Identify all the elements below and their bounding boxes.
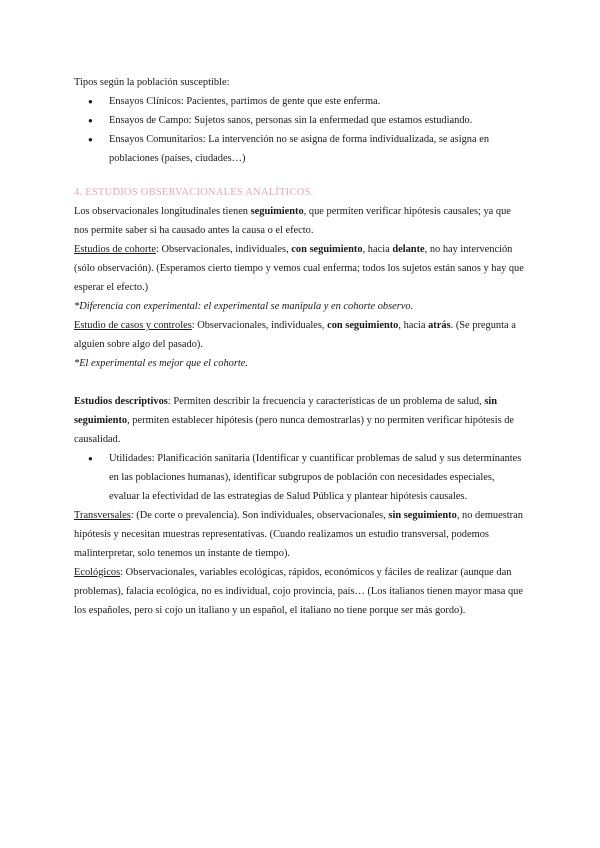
cases-paragraph [74, 316, 526, 354]
section-heading: 4. ESTUDIOS OBSERVACIONALES ANALÍTICOS. [74, 187, 314, 198]
text-run: . (Se pregunta a alguien sobre algo del pasado). [74, 320, 516, 350]
bullet-icon: ● [88, 116, 93, 125]
trial-types-list [74, 92, 526, 168]
text-run: : Permiten describir la frecuencia y características de un problema de salud, [167, 396, 485, 407]
term-underlined: Transversales [74, 510, 131, 521]
bold-run: sin seguimiento [388, 510, 457, 521]
list-item-text: Ensayos de Campo: Sujetos sanos, personas sin la enfermedad que estamos estudiando. [109, 115, 473, 126]
list-item [74, 92, 526, 111]
bold-run: seguimiento [250, 206, 304, 217]
ecological-paragraph [74, 563, 526, 620]
bold-run: sin seguimiento [74, 396, 498, 426]
note-italic: *Diferencia con experimental: el experimental se manipula y en cohorte observo. [74, 301, 414, 312]
text-run: , permiten establecer hipótesis (pero nunca demostrarlas) y no permiten verificar hipótesis de causalidad. [74, 415, 515, 445]
bullet-icon: ● [88, 454, 93, 463]
bold-run: delante [392, 244, 425, 255]
text-run: , no hay intervención (sólo observación). (Esperamos cierto tiempo y vemos cual enferma; todos los sujetos están sanos y hay que esperar el efecto.) [74, 244, 524, 293]
text-run: : (De corte o prevalencia). Son individuales, observacionales, [130, 510, 389, 521]
longitudinal-paragraph [74, 202, 526, 240]
list-item [74, 449, 526, 506]
term-underlined: Estudios de cohorte [74, 244, 156, 255]
text-run: , hacia [362, 244, 393, 255]
list-item [74, 111, 526, 130]
intro-line: Tipos según la población susceptible: [74, 77, 230, 88]
text-run: , que permiten verificar hipótesis causales; ya que nos permite saber si ha causado antes la causa o el efecto. [74, 206, 511, 236]
bold-term: Estudios descriptivos [74, 396, 168, 407]
bold-run: atrás [428, 320, 451, 331]
term-underlined: Estudio de casos y controles [74, 320, 192, 331]
text-run: , no demuestran hipótesis y necesitan muestras representativas. (Cuando realizamos un estudio transversal, podemos malinterpretar, solo tenemos un instante de tiempo). [74, 510, 523, 559]
list-item [74, 130, 526, 168]
text-run: , hacia [398, 320, 429, 331]
list-item-text: Ensayos Clínicos: Pacientes, partimos de gente que este enferma. [109, 96, 381, 107]
descriptive-paragraph [74, 392, 526, 449]
bold-run: con seguimiento [291, 244, 363, 255]
utilities-list [74, 449, 526, 506]
list-item-text: Utilidades: Planificación sanitaria (Identificar y cuantificar problemas de salud y sus determinantes en las poblaciones humanas), identificar subgrupos de población con necesidades especiales, evaluar la efectividad de las estrategias de Salud Pública y plantear hipótesis causales. [109, 453, 522, 502]
document-page [74, 73, 526, 620]
spacer [74, 373, 526, 392]
text-run: : Observacionales, individuales, [155, 244, 292, 255]
bullet-icon: ● [88, 135, 93, 144]
cohort-paragraph [74, 240, 526, 297]
bullet-icon: ● [88, 97, 93, 106]
note-italic: *El experimental es mejor que el cohorte. [74, 358, 248, 369]
text-run: : Observacionales, individuales, [191, 320, 328, 331]
list-item-text: Ensayos Comunitarios: La intervención no se asigna de forma individualizada, se asigna en poblaciones (países, ciudades…) [109, 134, 490, 164]
bold-run: con seguimiento [327, 320, 399, 331]
term-underlined: Ecológicos [74, 567, 121, 578]
text-run: Los observacionales longitudinales tienen [74, 206, 251, 217]
text-run: : Observacionales, variables ecológicas, rápidos, económicos y fáciles de realizar (aunque dan problemas), falacia ecológica, no es individual, cojo provincia, país… (Los italianos tienen mayor masa que los españoles, pero si cojo un italiano y un español, el italiano no tiene porque ser más gordo). [74, 567, 523, 616]
transversal-paragraph [74, 506, 526, 563]
